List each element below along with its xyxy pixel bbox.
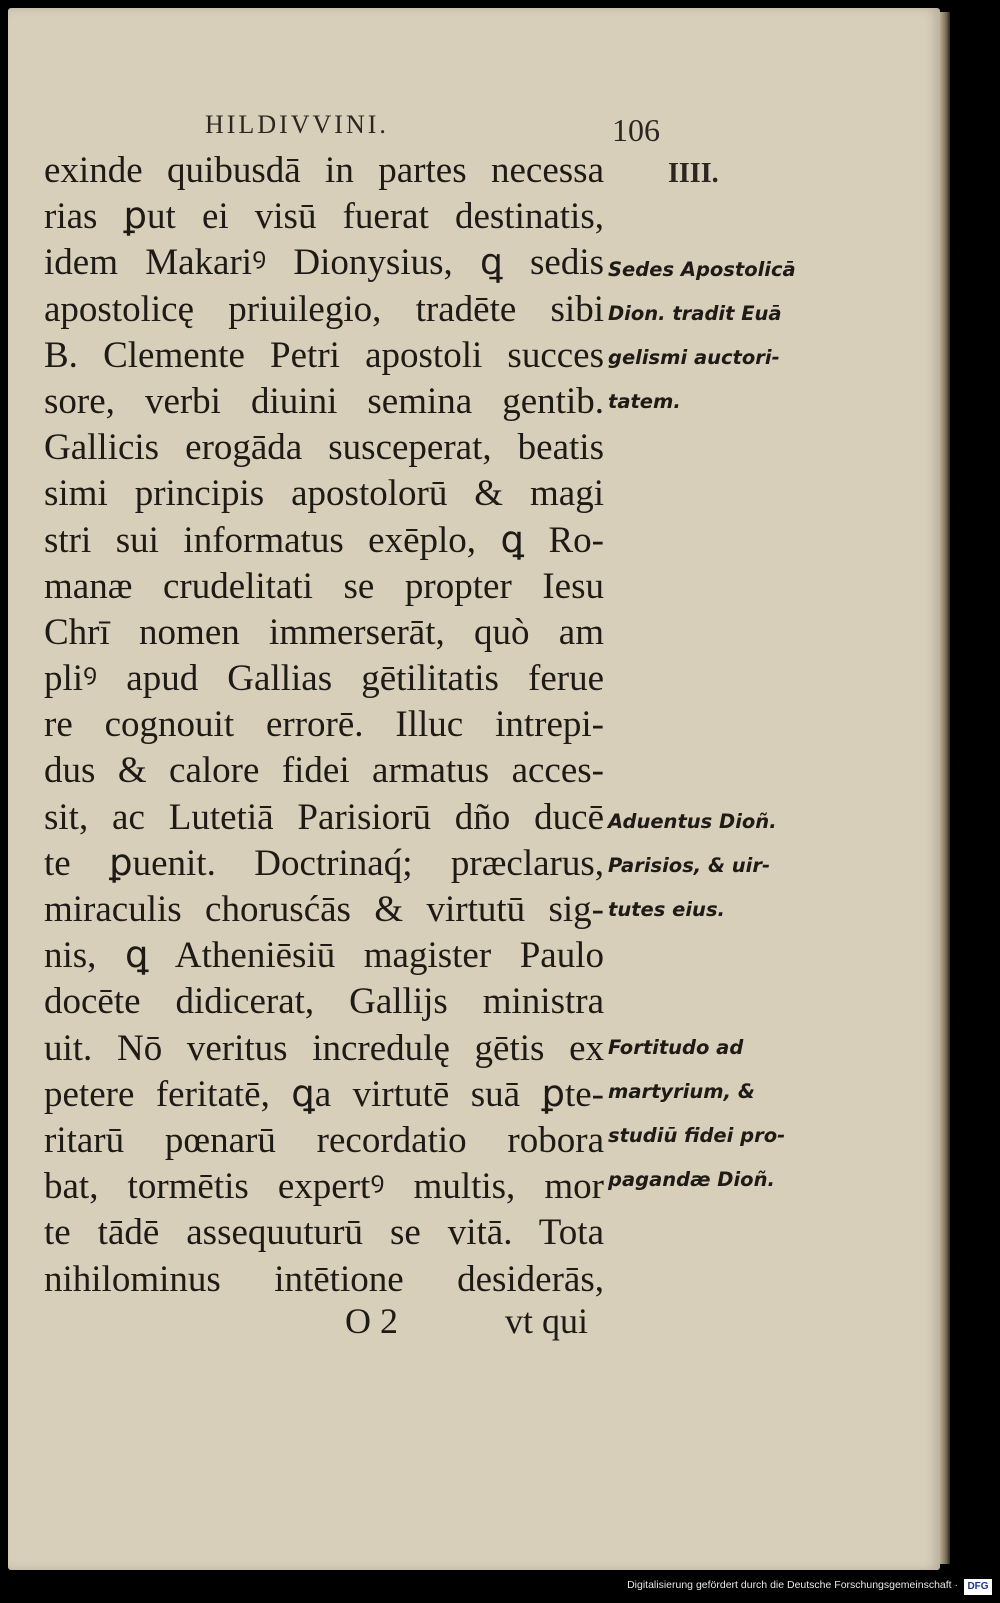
- text-line: re cognouit errorē. Illuc intrepi-: [44, 704, 604, 746]
- margin-note-line: martyrium, &: [608, 1080, 755, 1103]
- text-line: te tādē assequuturū se vitā. Tota: [44, 1212, 604, 1254]
- text-line: stri sui informatus exēplo, ꝗ Ro-: [44, 519, 604, 561]
- page-number: 106: [612, 112, 660, 148]
- dfg-logo: DFG: [964, 1579, 992, 1595]
- margin-note-line: Parisios, & uir-: [608, 854, 771, 877]
- text-line: B. Clemente Petri apostoli succes: [44, 334, 604, 376]
- text-line: exinde quibusdā in partes necessa: [44, 150, 604, 191]
- text-line: rias ꝑut ei visū fuerat destinatis,: [44, 196, 604, 238]
- margin-note-line: Aduentus Dioñ.: [608, 810, 777, 833]
- main-text-block: [44, 148, 604, 1303]
- margin-note-line: Sedes Apostolicā: [608, 258, 796, 281]
- text-line: uit. Nō veritus incredulę gētis ex: [44, 1027, 604, 1069]
- text-line: sore, verbi diuini semina gentib.: [44, 380, 604, 422]
- chapter-mark: IIII.: [668, 158, 719, 189]
- text-line: simi principis apostolorū & magi: [44, 473, 604, 515]
- text-line: bat, tormētis expertꝰ multis, mor: [44, 1166, 604, 1208]
- margin-note-line: Fortitudo ad: [608, 1036, 744, 1059]
- catchword: vt qui: [505, 1301, 589, 1341]
- footer-credit: Digitalisierung gefördert durch die Deutsche Forschungsgemeinschaft ·: [627, 1579, 958, 1591]
- text-line: sit, ac Lutetiā Parisiorū dño ducē: [44, 796, 604, 838]
- text-line: Chrī nomen immerserāt, quò am: [44, 611, 604, 653]
- text-line: apostolicę priuilegio, tradēte sibi: [44, 288, 604, 330]
- margin-note-line: tutes eius.: [608, 898, 725, 921]
- text-line: pliꝰ apud Gallias gētilitatis ferue: [44, 658, 604, 700]
- text-line: petere feritatē, ꝗa virtutē suā ꝑte-: [44, 1073, 604, 1115]
- text-line: Gallicis erogāda susceperat, beatis: [44, 427, 604, 469]
- running-head: HILDIVVINI.: [205, 110, 389, 139]
- margin-note-line: Dion. tradit Euā: [608, 302, 782, 325]
- text-line: te ꝑuenit. Doctrinaq́; præclarus,: [44, 842, 604, 884]
- margin-note-sedes: [608, 248, 830, 424]
- margin-note-line: pagandæ Dioñ.: [608, 1168, 775, 1191]
- signature-mark: O 2: [345, 1301, 398, 1341]
- text-line: nis, ꝗ Atheniēsiū magister Paulo: [44, 935, 604, 977]
- text-line: docēte didicerat, Gallijs ministra: [44, 981, 604, 1023]
- text-line: manæ crudelitati se propter Iesu: [44, 565, 604, 607]
- margin-note-line: tatem.: [608, 390, 681, 413]
- margin-note-aduentus: [608, 800, 830, 932]
- text-line: ritarū pœnarū recordatio robora: [44, 1119, 604, 1161]
- margin-note-fortitudo: [608, 1026, 830, 1202]
- text-line: miraculis chorusćās & virtutū sig-: [44, 889, 604, 930]
- text-line: idem Makariꝰ Dionysius, ꝗ sedis: [44, 242, 604, 284]
- text-line: nihilominus intētione desiderās,: [44, 1258, 604, 1300]
- page-fore-edge: [940, 12, 950, 1564]
- margin-note-line: studiū fidei pro-: [608, 1124, 786, 1147]
- margin-note-line: gelismi auctori-: [608, 346, 780, 369]
- text-line: dus & calore fidei armatus acces-: [44, 750, 604, 792]
